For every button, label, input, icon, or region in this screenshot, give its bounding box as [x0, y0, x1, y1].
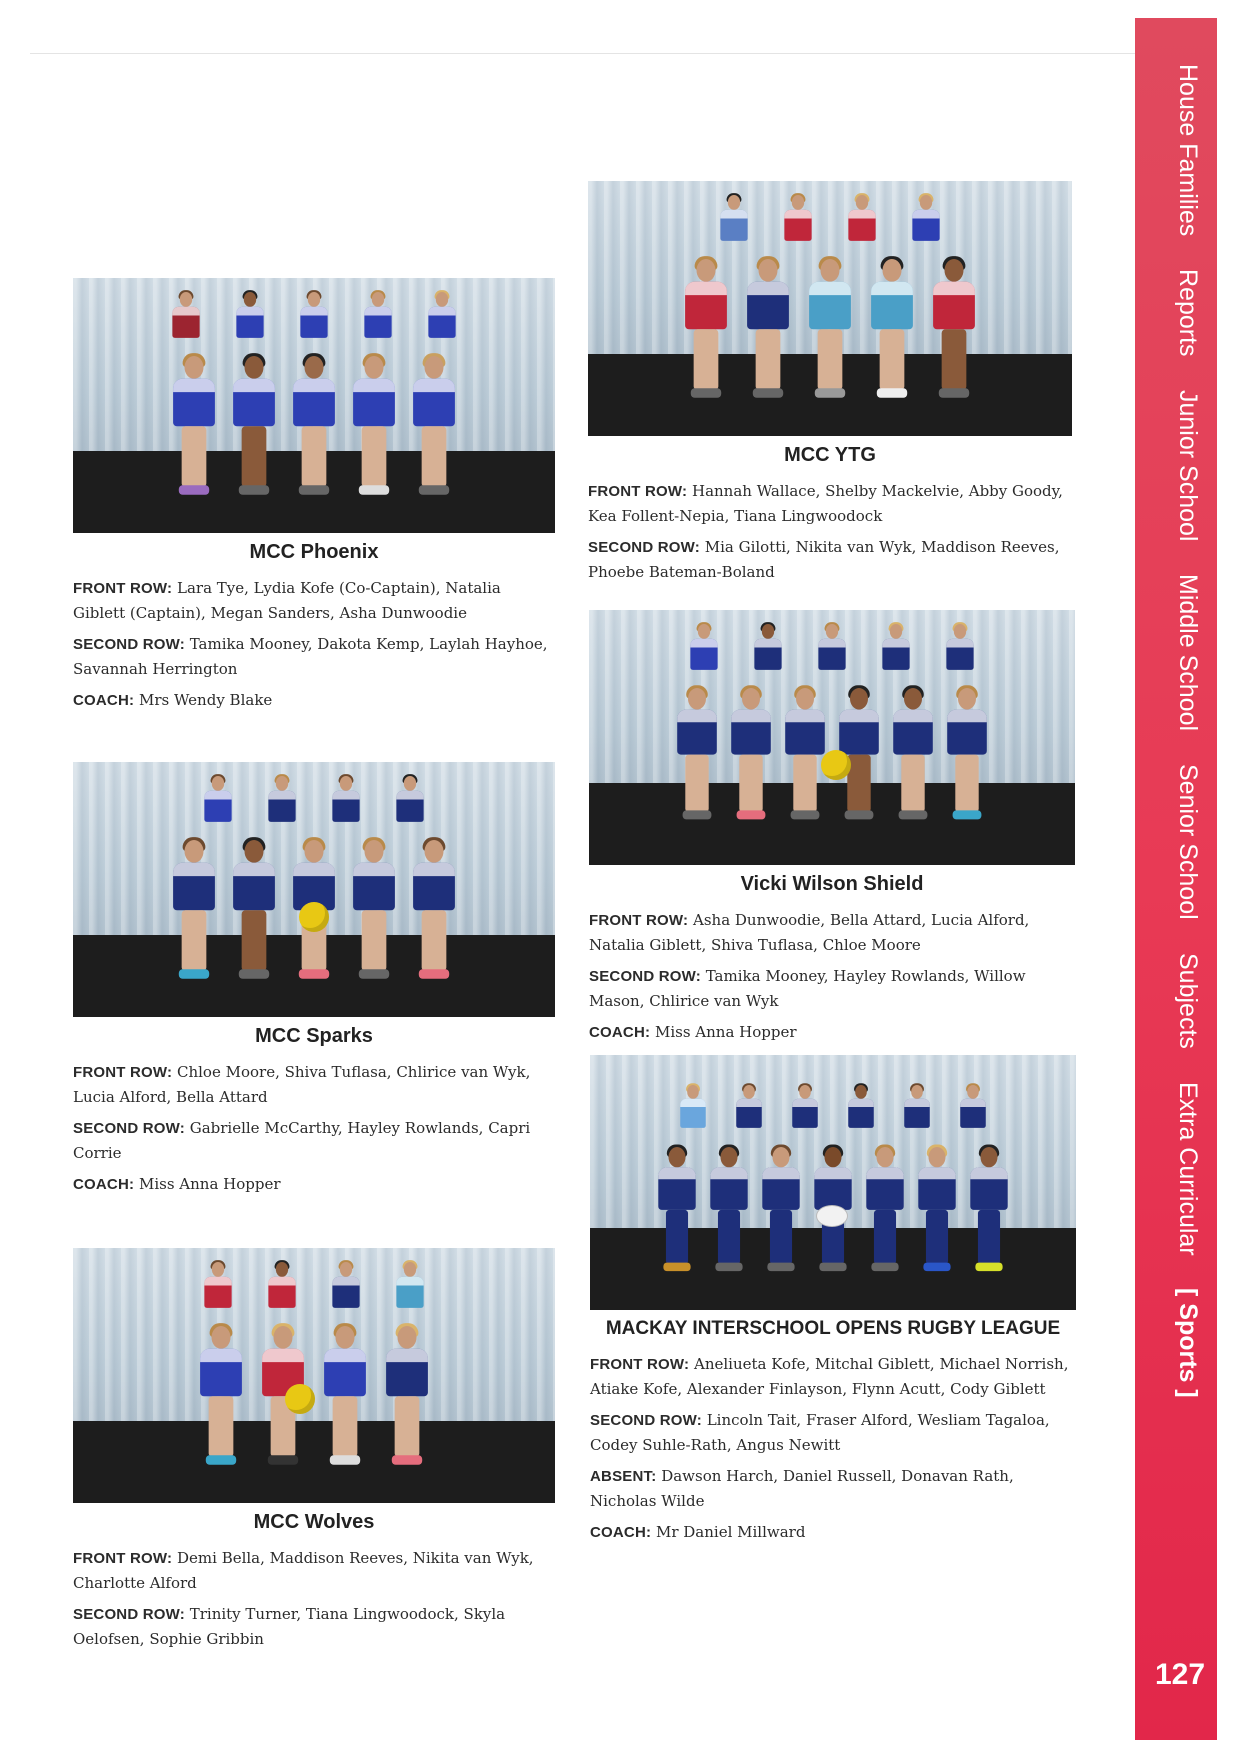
team-photo-ytg	[588, 181, 1072, 436]
netball-icon	[821, 750, 851, 780]
nav-item-senior-school[interactable]: Senior School	[1174, 764, 1202, 920]
section-nav	[1158, 64, 1202, 1604]
nav-item-house-families[interactable]: House Families	[1174, 64, 1202, 237]
team-photo-phoenix	[73, 278, 555, 533]
nav-item-junior-school[interactable]: Junior School	[1174, 389, 1202, 542]
front-row: FRONT ROW: Hannah Wallace, Shelby Mackelvie, Abby Goody, Kea Follent-Nepia, Tiana Lingwoodock	[588, 482, 1063, 525]
team-vicki-wilson-shield	[589, 610, 1075, 1051]
coach: COACH: Miss Anna Hopper	[589, 1023, 797, 1041]
team-title: MCC YTG	[784, 444, 876, 466]
nav-item-subjects[interactable]: Subjects	[1174, 952, 1202, 1049]
page-number: 127	[1154, 1658, 1206, 1691]
front-row: FRONT ROW: Demi Bella, Maddison Reeves, Nikita van Wyk, Charlotte Alford	[73, 1549, 534, 1592]
team-wolves	[73, 1248, 555, 1658]
nav-item-middle-school[interactable]: Middle School	[1174, 574, 1202, 732]
rugby-ball-icon	[816, 1205, 848, 1227]
front-row: FRONT ROW: Lara Tye, Lydia Kofe (Co-Captain), Natalia Giblett (Captain), Megan Sanders, Asha Dunwoodie	[73, 579, 501, 622]
absent: ABSENT: Dawson Harch, Daniel Russell, Donavan Rath, Nicholas Wilde	[590, 1467, 1014, 1510]
second-row: SECOND ROW: Lincoln Tait, Fraser Alford, Wesliam Tagaloa, Codey Suhle-Rath, Angus Newitt	[590, 1411, 1050, 1454]
team-photo-sparks	[73, 762, 555, 1017]
team-title: MCC Wolves	[253, 1511, 375, 1533]
team-rugby-league	[590, 1055, 1076, 1551]
second-row: SECOND ROW: Tamika Mooney, Hayley Rowlands, Willow Mason, Chlirice van Wyk	[589, 967, 1026, 1010]
top-rule	[30, 53, 1140, 54]
team-sparks	[73, 762, 555, 1203]
front-row: FRONT ROW: Aneliueta Kofe, Mitchal Giblett, Michael Norrish, Atiake Kofe, Alexander Finlayson, Flynn Acutt, Cody Giblett	[590, 1355, 1069, 1398]
nav-item-reports[interactable]: Reports	[1174, 269, 1202, 357]
team-ytg	[588, 181, 1072, 591]
team-title: Vicki Wilson Shield	[740, 873, 924, 895]
team-phoenix	[73, 278, 555, 719]
netball-icon	[285, 1384, 315, 1414]
coach: COACH: Miss Anna Hopper	[73, 1175, 281, 1193]
second-row: SECOND ROW: Mia Gilotti, Nikita van Wyk, Maddison Reeves, Phoebe Bateman-Boland	[588, 538, 1060, 581]
nav-item-sports[interactable]: [ Sports ]	[1174, 1288, 1202, 1398]
team-title: MACKAY INTERSCHOOL OPENS RUGBY LEAGUE	[605, 1318, 1061, 1339]
second-row: SECOND ROW: Trinity Turner, Tiana Lingwoodock, Skyla Oelofsen, Sophie Gribbin	[73, 1605, 506, 1648]
netball-icon	[299, 902, 329, 932]
nav-item-extra-curricular[interactable]: Extra Curricular	[1174, 1081, 1202, 1256]
front-row: FRONT ROW: Asha Dunwoodie, Bella Attard, Lucia Alford, Natalia Giblett, Shiva Tuflasa, Chloe Moore	[589, 911, 1030, 954]
team-photo-rugby-league	[590, 1055, 1076, 1310]
second-row: SECOND ROW: Gabrielle McCarthy, Hayley Rowlands, Capri Corrie	[73, 1119, 531, 1162]
coach: COACH: Mr Daniel Millward	[590, 1523, 806, 1541]
coach: COACH: Mrs Wendy Blake	[73, 691, 273, 709]
team-title: MCC Phoenix	[249, 541, 379, 563]
team-photo-wolves	[73, 1248, 555, 1503]
team-photo-vicki-wilson-shield	[589, 610, 1075, 865]
team-title: MCC Sparks	[255, 1025, 373, 1047]
second-row: SECOND ROW: Tamika Mooney, Dakota Kemp, Laylah Hayhoe, Savannah Herrington	[73, 635, 548, 678]
front-row: FRONT ROW: Chloe Moore, Shiva Tuflasa, Chlirice van Wyk, Lucia Alford, Bella Attard	[73, 1063, 531, 1106]
